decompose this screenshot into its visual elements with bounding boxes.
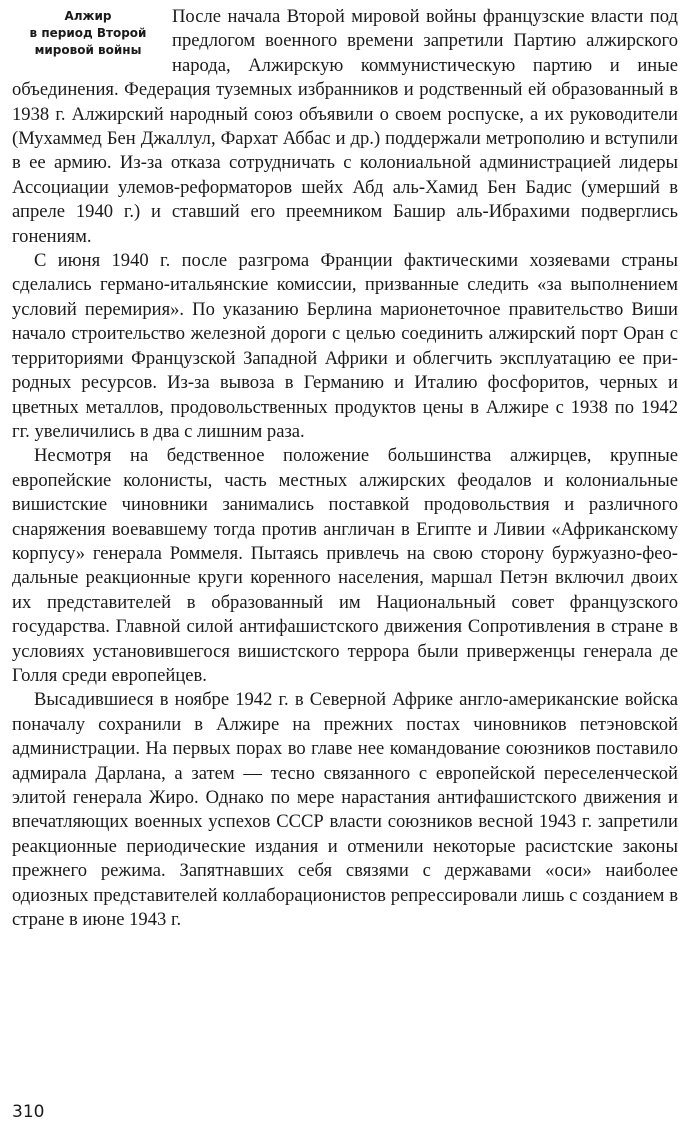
page-number: 310 [12,1102,45,1122]
side-heading-line-1: Алжир [64,9,112,23]
page-body [12,5,678,932]
paragraph-1: После начала Второй мировой войны французские власти под предлогом военного времени запретили Партию алжирского народа, Алжирскую коммунистическую партию и иные объединения. Федерация туземных избранников и родственный ей образованный в 1938 г. Алжирский народный союз объявили о своем роспуске, а их руководители (Мухаммед Бен Джаллул, Фархат Аббас и др.) поддержали метрополию и вступили в ее армию. Из-за отказа сотрудничать с колониальной администрацией лидеры Ассоциации улемов-реформаторов шейх Абд аль-Хамид Бен Бадис (умерший в апреле 1940 г.) и ставший его преемником Башир аль-Ибрахими подверглись гонениям. [12,6,678,247]
section-side-heading [12,8,164,59]
side-heading-line-2: в период Второй [29,26,147,40]
paragraph-4: Высадившиеся в ноябре 1942 г. в Северной Африке англо-американские войска поначалу сохранили в Алжире на прежних постах чиновников петэновской администрации. На первых порах во главе нее командование союзников поставило адмирала Дарлана, а затем — тесно связанного с европейской переселенческой элитой генерала Жиро. Однако по мере нарастания антифашистского движения и впечатляющих военных успехов СССР власти союзников весной 1943 г. запретили реакционные периодические издания и отменили некоторые расистские законы прежнего режима. Запятнавших себя связями с державами «оси» наиболее одиозных представителей коллаборационистов репрессировали лишь с созданием в стране в июне 1943 г. [12,689,678,931]
paragraph-2: С июня 1940 г. после разгрома Франции фактическими хозяевами страны сделались германо-итальянские комиссии, призванные следить «за выполнением условий перемирия». По указанию Берлина марионеточное правительство Виши начало строительство железной дороги с целью соединить алжирский порт Оран с территориями Французской Западной Африки и облегчить эксплуатацию ее природных ресурсов. Из-за вывоза в Германию и Италию фосфоритов, черных и цветных металлов, продовольственных продуктов цены в Алжире с 1938 по 1942 гг. увеличились в два с лишним раза. [12,250,678,442]
side-heading-line-3: мировой войны [34,43,142,57]
paragraph-3: Несмотря на бедственное положение большинства алжирцев, крупные европейские колонисты, часть местных алжирских феодалов и колониальные вишистские чиновники занимались поставкой продовольствия и различного снаряжения воевавшему тогда против англичан в Египте и Ливии «Африканскому корпусу» генерала Роммеля. Пытаясь привлечь на свою сторону буржуазно-феодальные реакционные круги коренного населения, маршал Петэн включил двоих их представителей в образованный им Национальный совет французского государства. Главной силой антифашистского движения Сопротивления в стране в условиях установившегося вишистского террора были приверженцы генерала де Голля среди европейцев. [12,445,678,686]
